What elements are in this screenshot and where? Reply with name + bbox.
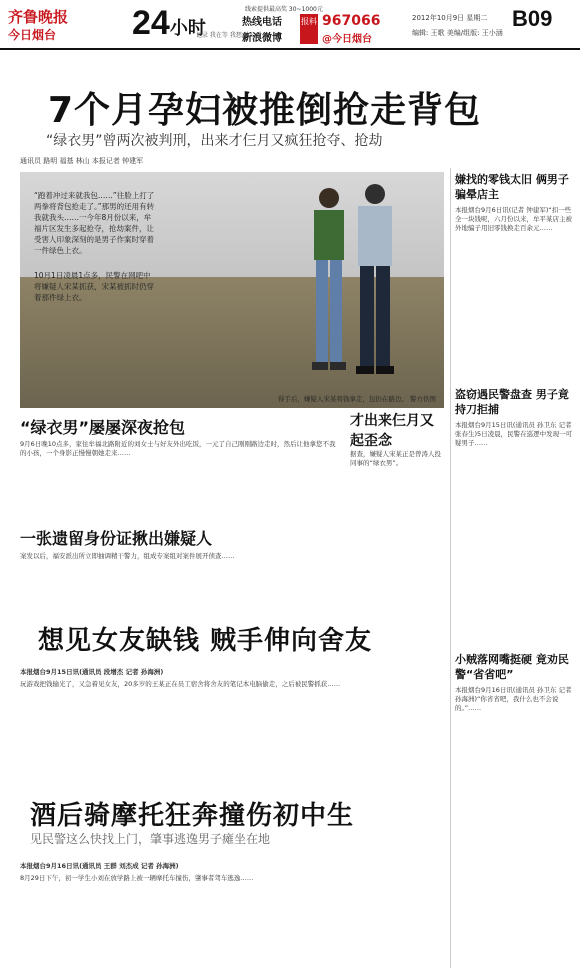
brand-number: 24 (132, 4, 170, 42)
section3-title: 才出来仨月又起歪念 (350, 413, 434, 449)
section1-text: 9月6日晚10点多，家住牟福北路附近的刘女士与好友外出吃饭，一元了自己刚刚路边走时，然后让他拿您不我的小孩，一个身影正慢慢朝她走来…… (20, 440, 336, 457)
main-subhead: “绿衣男”曾两次被判刑，出来才仨月又疯狂抢夺、抢劫 (46, 133, 383, 149)
weibo-account: @今日烟台 (322, 34, 372, 45)
section4-text: 玩游戏把钱输光了，又急着见女友，20多岁的王某正在员工宿舍将舍友的笔记本电脑偷走，之后被民警抓获…… (20, 680, 341, 688)
person-green-shirt (306, 184, 352, 380)
section2-title: 一张遗留身份证揪出嫌疑人 (20, 529, 213, 548)
reward-slogan: 线索提供最高奖 30~1000元 (245, 6, 323, 13)
photo-credit: 得手后，嫌疑人宋某将钱拿走，包扔在路边。 警方供图 (277, 395, 436, 403)
issue-date: 2012年10月9日 星期二 (412, 14, 488, 22)
section5-text: 8月29日下午，初一学生小刘在放学路上被一辆摩托车撞伤，肇事者驾车逃逸…… (20, 874, 254, 882)
hotline-phone: 967066 (322, 13, 381, 29)
editor-credits: 编辑: 王歌 美编/组版: 王小涵 (412, 29, 503, 37)
column-divider (450, 168, 451, 968)
section2-text: 案发以后，福安派出所立即抽调精干警力，组成专案组对案件展开侦查…… (20, 552, 235, 560)
edition-label: 今日烟台 (8, 28, 57, 42)
section5-subhead: 见民警这么快找上门，肇事逃逸男子瘫坐在地 (30, 832, 271, 846)
main-headline: 7个月孕妇被推倒抢走背包 (48, 90, 482, 131)
section4-byline: 本报烟台9月15日讯(通讯员 段增杰 记者 孙海洲) (20, 668, 164, 676)
r3-title: 小贼落网嘴挺硬 竟劝民警“省省吧” (455, 653, 569, 681)
page-header (0, 0, 580, 50)
section1-title: “绿衣男”屡屡深夜抢包 (20, 418, 186, 437)
photo-caption-1: “跑着冲过来就我包……”往脸上打了两拳将背包抢走了。”那男的还用有转我就我头……一今年8月份以来，牟福片区发生多起抢夺，抢劫案件，让受害人印象深刻的是男子作案时穿着一件绿色上衣。 (34, 191, 155, 255)
section3-text: 据查，嫌疑人宋某正是曾涛人投同事的“绿衣男”。 (350, 450, 441, 467)
photo-caption-2: 10月1日凌晨1点多，民警在网吧中将嫌疑人宋某抓获，宋某被抓时仍穿着那件绿上衣。 (34, 271, 154, 302)
r2-text: 本报烟台9月15日讯(通讯员 孙卫东 记者 张春生)5日凌晨，民警在巡逻中发现一可疑男子…… (455, 421, 573, 447)
report-badge: 报料 (300, 14, 318, 44)
brand-tagline: 记录 我在等 我想 放心看 (196, 32, 262, 39)
person-police (350, 180, 400, 380)
brand-text: 小时 (169, 18, 206, 39)
section5-headline: 酒后骑摩托狂奔撞伤初中生 (30, 801, 355, 831)
right-column (455, 172, 573, 717)
brand-logo (132, 6, 206, 40)
main-byline: 通讯员 路明 福基 林山 本报记者 钟建军 (20, 157, 144, 165)
weibo-label: 新浪微博 (242, 33, 282, 44)
news-photo (20, 172, 444, 408)
page-number: B09 (512, 6, 553, 31)
r3-text: 本报烟台9月16日讯(通讯员 孙卫东 记者 孙海洲)“你省省吧，我什么也不会说的。”…… (455, 686, 572, 712)
r1-text: 本报烟台9月6日讯(记者 钟建军)“扣一些全一块钱呢，六月份以来，牟平某店主被外地骗子用旧零钱换走百余元…… (455, 206, 572, 232)
section4-headline: 想见女友缺钱 贼手伸向舍友 (38, 626, 373, 656)
r2-title: 盗窃遇民警盘查 男子竟持刀拒捕 (455, 388, 569, 416)
paper-name: 齐鲁晚报 (8, 8, 69, 26)
hotline-label: 热线电话 (242, 17, 282, 28)
section5-byline: 本报烟台9月16日讯(通讯员 王群 刘杰成 记者 孙海洲) (20, 862, 179, 870)
r1-title: 嫌找的零钱太旧 俩男子骗晕店主 (455, 173, 569, 201)
